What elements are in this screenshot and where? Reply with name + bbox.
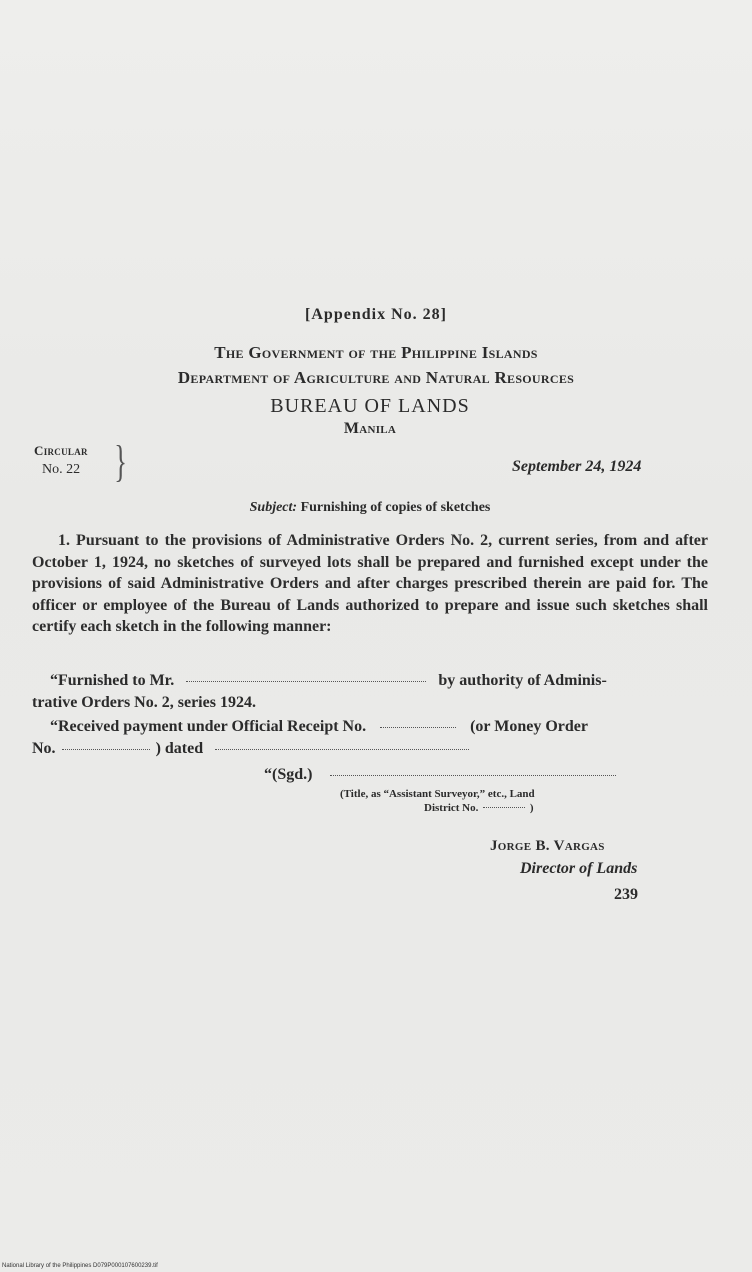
subject-label: Subject: [249, 500, 298, 515]
receipt-blank [380, 727, 456, 728]
circular-number: No. 22 [42, 462, 81, 477]
signature-blank [330, 775, 616, 776]
circular-date: September 24, 1924 [512, 458, 642, 475]
circular-label: Circular [34, 443, 88, 458]
received-line-2 [32, 738, 708, 759]
subject-text: Furnishing of copies of sketches [300, 500, 491, 515]
subject-line [0, 500, 740, 516]
money-order-blank [62, 749, 150, 750]
furnished-blank [186, 681, 426, 682]
furnished-line [32, 670, 708, 691]
district-text: District No. [424, 802, 479, 814]
title-note-1: (Title, as “Assistant Surveyor,” etc., Land [340, 788, 535, 800]
furnished-line-2: trative Orders No. 2, series 1924. [32, 694, 256, 711]
received-text: “Received payment under Official Receipt No. [50, 718, 367, 735]
furnished-text: “Furnished to Mr. [50, 672, 175, 689]
money-order-no: No. [32, 740, 56, 757]
received-line [32, 716, 708, 737]
brace-glyph: } [114, 437, 127, 486]
city-heading: Manila [343, 420, 397, 437]
signed-line [264, 764, 664, 785]
government-heading: The Government of the Philippine Islands [214, 343, 538, 362]
district-blank [483, 807, 525, 808]
furnished-authority: by authority of Adminis- [438, 672, 607, 689]
title-note-2 [424, 802, 534, 814]
sgd-text: “(Sgd.) [264, 766, 313, 783]
dated-text: ) dated [155, 740, 204, 757]
scan-footer: National Library of the Philippines D079P000107600239.tif [2, 1263, 158, 1269]
page-number: 239 [614, 886, 638, 903]
department-heading: Department of Agriculture and Natural Resources [177, 368, 575, 387]
date-blank [215, 749, 469, 750]
signatory-title: Director of Lands [520, 860, 638, 877]
district-close: ) [529, 802, 534, 814]
appendix-label: [Appendix No. 28] [305, 306, 447, 323]
body-paragraph: 1. Pursuant to the provisions of Administrative Orders No. 2, current series, from and after October 1, 1924, no sketches of surveyed lots shall be prepared and furnished except under the provisions of said Administrative Orders and after charges prescribed therein are paid for. The officer or employee of the Bureau of Lands authorized to prepare and issue such sketches shall certify each sketch in the following manner: [32, 532, 708, 635]
signatory-name: Jorge B. Vargas [490, 838, 605, 854]
bureau-heading: BUREAU OF LANDS [270, 395, 470, 417]
money-order-text: (or Money Order [470, 718, 588, 735]
